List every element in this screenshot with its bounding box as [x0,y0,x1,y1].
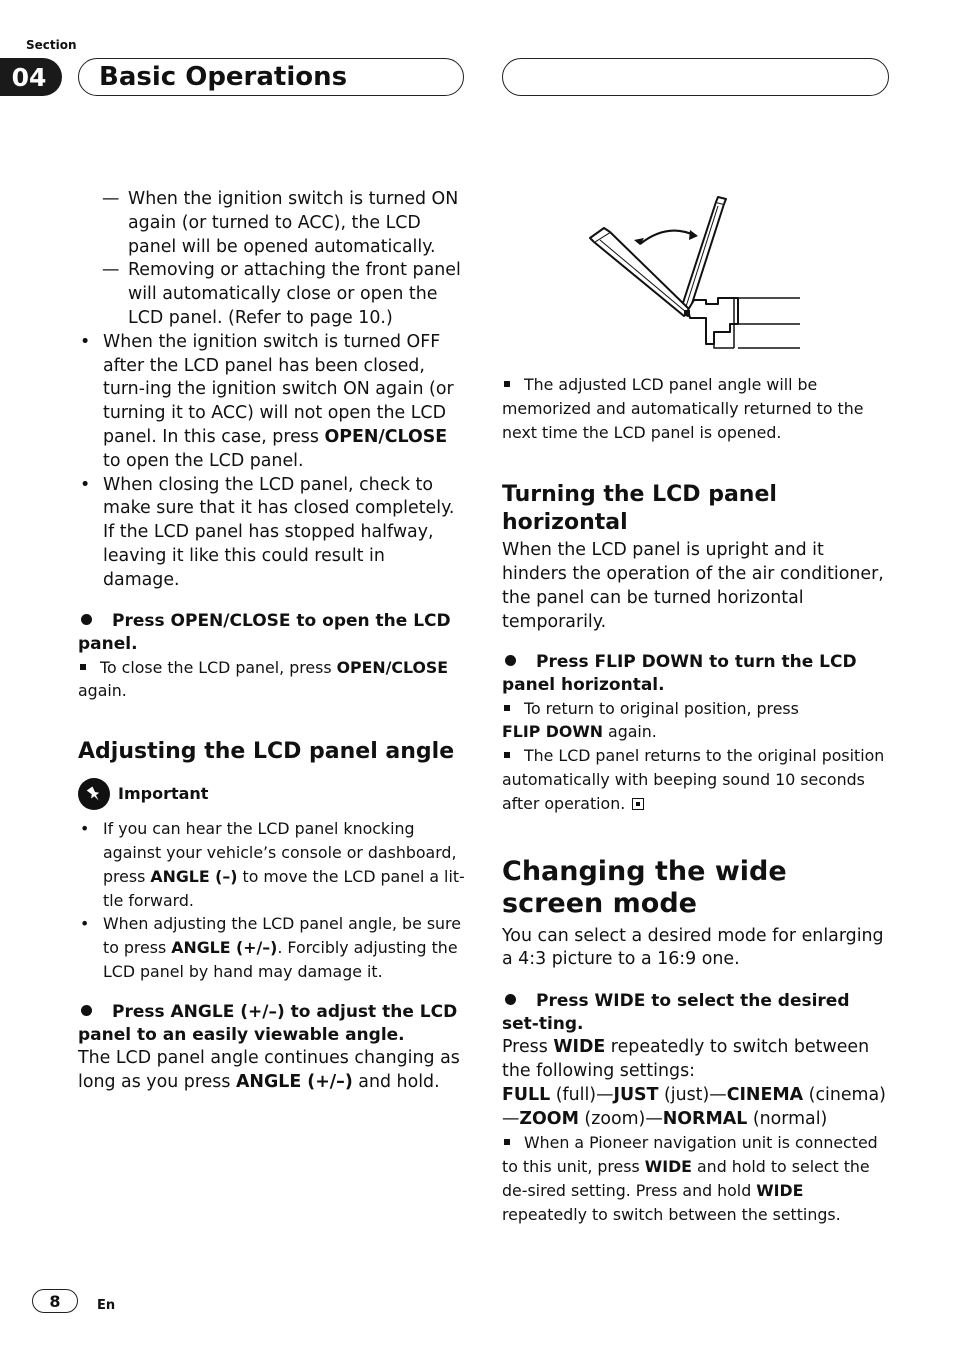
mode-desc: (normal) [747,1108,828,1129]
step-text: Press OPEN/CLOSE to open the LCD panel. [78,610,451,654]
list-item-text: If you can hear the LCD panel knocking against your vehicle’s console or dashboard, press [103,819,457,886]
header-empty-pill [502,58,889,96]
note [502,1131,890,1226]
note-square-icon [504,1139,510,1145]
paragraph-text: The LCD panel angle continues changing as long as you press [78,1047,460,1092]
mode-desc: (just) [658,1084,710,1105]
mode-separator: — [709,1084,727,1105]
list-item-text: When closing the LCD panel, check to make sure that it has closed completely. If the LCD panel has stopped halfway, leaving it like this could result in damage. [103,474,455,590]
page-title [78,58,464,96]
step-instruction [78,610,466,656]
list-item [78,474,466,593]
page-title-text: Basic Operations [99,62,348,92]
list-item [78,817,466,912]
list-item-text: to move the LCD panel a lit-tle forward. [103,866,465,910]
mode-sequence [502,1084,890,1132]
section-number-badge: 04 [0,58,62,96]
mode-name: CINEMA [726,1084,804,1105]
mode-name: FULL [502,1084,551,1105]
key-name: ANGLE (–) [150,866,238,886]
page-number: 8 [32,1289,78,1313]
note-text: repeatedly to switch between the settings. [502,1204,841,1224]
note [502,373,890,444]
mode-separator: — [645,1108,663,1129]
list-item [78,331,466,474]
note-square-icon [504,705,510,711]
dash-marker: — [102,189,120,209]
step-text: Press WIDE to select the desired set-ting. [502,991,850,1035]
mode-desc: (zoom) [578,1108,646,1129]
step-instruction [78,1001,466,1047]
key-name: OPEN/CLOSE [324,426,448,447]
note-text: To close the LCD panel, press [100,657,337,677]
mode-name: ZOOM [519,1108,579,1129]
paragraph [78,1047,466,1095]
list-item [78,912,466,983]
note [502,744,890,815]
paragraph [502,1036,890,1084]
note-text: again. [603,722,657,742]
key-name: FLIP DOWN [502,722,603,742]
list-item [78,259,466,330]
mode-desc: (full) [550,1084,597,1105]
important-callout [78,777,466,811]
section-label: Section [26,38,77,52]
note-text: The LCD panel returns to the original position automatically with beeping sound 10 seconds after operation. [502,746,885,813]
important-label: Important [118,784,209,804]
left-column [78,188,466,1094]
right-column [502,373,890,1227]
bullet-marker: • [80,914,90,934]
lcd-panel-angle-illustration [588,192,806,352]
heading-adjusting-angle: Adjusting the LCD panel angle [78,739,455,765]
paragraph-text: and hold. [352,1071,440,1092]
bullet-marker: • [80,331,91,352]
key-name: ANGLE (+/–) [235,1071,353,1092]
step-instruction [502,651,890,697]
end-of-section-icon [632,798,644,810]
note-text: To return to original position, press [524,698,799,718]
note-text: The adjusted LCD panel angle will be memorized and automatically returned to the next time the LCD panel is opened. [502,375,864,442]
list-item-text: When the ignition switch is turned OFF after the LCD panel has been closed, turn-ing the ignition switch ON again (or turning it to ACC) will not open the LCD panel. In this case, press [103,331,454,447]
note-square-icon [504,381,510,387]
key-name: ANGLE (+/–) [171,938,278,958]
step-text: Press FLIP DOWN to turn the LCD panel horizontal. [502,651,857,695]
paragraph: You can select a desired mode for enlarging a 4:3 picture to a 16:9 one. [502,925,884,970]
note-text: When a Pioneer navigation unit is connected to this unit, press [502,1133,878,1177]
step-bullet-icon [505,655,516,666]
mode-separator: — [596,1084,614,1105]
list-item-text: When the ignition switch is turned ON again (or turned to ACC), the LCD panel will be opened automatically. [128,189,459,257]
language-code: En [97,1298,116,1313]
mode-separator: — [502,1108,520,1129]
mode-desc: (cinema) [803,1084,886,1105]
step-bullet-icon [81,614,92,625]
step-bullet-icon [505,994,516,1005]
note-square-icon [504,752,510,758]
mode-name: NORMAL [662,1108,748,1129]
list-item-text: When adjusting the LCD panel angle, be sure to press [103,914,461,958]
paragraph: When the LCD panel is upright and it hinders the operation of the air conditioner, the panel can be turned horizontal temporarily. [502,540,884,632]
note [78,656,466,704]
list-item-text: Removing or attaching the front panel will automatically close or open the LCD panel. (Refer to page 10.) [128,260,461,328]
bullet-marker: • [80,819,90,839]
key-name: OPEN/CLOSE [336,657,449,677]
step-instruction [502,990,890,1036]
key-name: WIDE [644,1157,692,1177]
paragraph-text: Press [502,1037,554,1058]
list-item [78,188,466,259]
note-square-icon [80,664,86,670]
key-name: WIDE [756,1180,804,1200]
step-text: Press ANGLE (+/–) to adjust the LCD panel to an easily viewable angle. [78,1001,458,1045]
paragraph-text: repeatedly to switch between the following settings: [502,1037,870,1081]
dash-marker: — [102,260,120,281]
list-item-text: to open the LCD panel. [103,450,304,471]
heading-turning-horizontal: Turning the LCD panel horizontal [502,482,777,536]
step-bullet-icon [81,1005,92,1016]
mode-name: JUST [613,1084,659,1105]
list-item-text: . Forcibly adjusting the LCD panel by hand may damage it. [103,938,458,981]
note [502,697,890,745]
bullet-marker: • [80,474,91,495]
heading-wide-screen-mode: Changing the wide screen mode [502,855,787,919]
note-text: and hold to select the de-sired setting. Press and hold [502,1157,870,1200]
important-pin-icon [78,778,110,810]
key-name: WIDE [553,1037,606,1058]
note-text: again. [78,681,127,701]
